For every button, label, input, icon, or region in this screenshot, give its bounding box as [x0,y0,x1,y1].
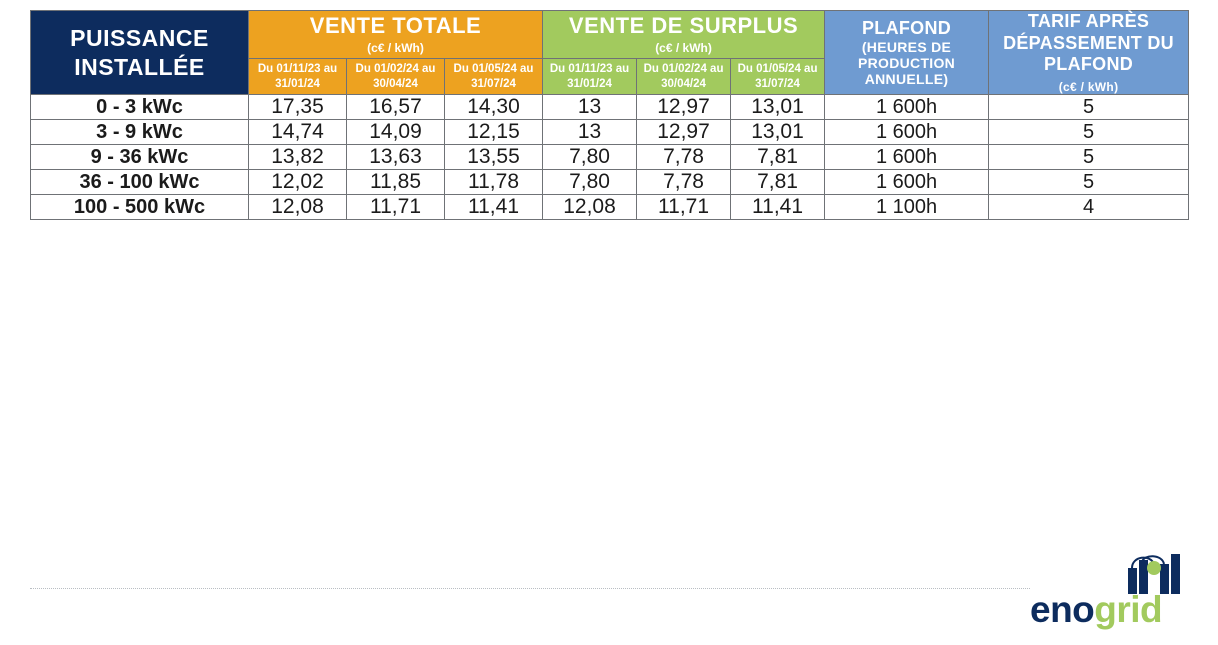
cell-totale-1-1: 14,09 [347,120,445,145]
header-period-totale-3: Du 01/05/24 au 31/07/24 [445,59,543,95]
header-plafond-sub: (HEURES DE PRODUCTION ANNUELLE) [857,39,956,88]
header-tarif-depassement-unit: (c€ / kWh) [1058,79,1119,94]
cell-surplus-1-2: 13,01 [731,120,825,145]
row-label-4: 100 - 500 kWc [31,195,249,220]
tariff-table [30,10,1189,220]
cell-surplus-3-2: 7,81 [731,170,825,195]
logo-text-eno: eno [1030,589,1095,630]
row-label-3: 36 - 100 kWc [31,170,249,195]
cell-plafond-4: 1 100h [825,195,989,220]
header-period-surplus-3: Du 01/05/24 au 31/07/24 [731,59,825,95]
cell-surplus-1-1: 12,97 [637,120,731,145]
cell-totale-2-2: 13,55 [445,145,543,170]
enogrid-logo-mark-icon [1122,552,1184,594]
header-tarif-depassement [989,11,1189,95]
cell-plafond-2: 1 600h [825,145,989,170]
footer-divider [30,588,1030,589]
table-row [31,195,1189,220]
cell-surplus-4-1: 11,71 [637,195,731,220]
cell-surplus-3-1: 7,78 [637,170,731,195]
cell-surplus-2-0: 7,80 [543,145,637,170]
enogrid-logo [1030,552,1190,628]
enogrid-wordmark [1030,591,1162,628]
table-row [31,145,1189,170]
cell-plafond-1: 1 600h [825,120,989,145]
cell-totale-3-1: 11,85 [347,170,445,195]
cell-plafond-3: 1 600h [825,170,989,195]
logo-text-grid: grid [1094,589,1163,630]
header-plafond [825,11,989,95]
cell-totale-3-0: 12,02 [249,170,347,195]
cell-tarif-0: 5 [989,95,1189,120]
header-vente-totale [249,11,543,59]
header-vente-surplus-label: VENTE DE SURPLUS [568,13,799,39]
header-vente-totale-label: VENTE TOTALE [309,13,482,39]
header-tarif-depassement-label: TARIF APRÈS DÉPASSEMENT DU PLAFOND [1003,11,1174,75]
table-row [31,170,1189,195]
cell-tarif-3: 5 [989,170,1189,195]
row-label-0: 0 - 3 kWc [31,95,249,120]
cell-totale-0-2: 14,30 [445,95,543,120]
cell-totale-0-0: 17,35 [249,95,347,120]
header-vente-totale-unit: (c€ / kWh) [367,40,424,55]
cell-tarif-4: 4 [989,195,1189,220]
cell-surplus-2-2: 7,81 [731,145,825,170]
cell-surplus-2-1: 7,78 [637,145,731,170]
table-row [31,120,1189,145]
cell-totale-3-2: 11,78 [445,170,543,195]
cell-totale-4-2: 11,41 [445,195,543,220]
header-period-totale-1: Du 01/11/23 au 31/01/24 [249,59,347,95]
table-header-row-main [31,11,1189,59]
cell-surplus-4-0: 12,08 [543,195,637,220]
cell-tarif-1: 5 [989,120,1189,145]
header-vente-surplus [543,11,825,59]
cell-totale-4-0: 12,08 [249,195,347,220]
cell-surplus-1-0: 13 [543,120,637,145]
header-period-surplus-1: Du 01/11/23 au 31/01/24 [543,59,637,95]
header-vente-surplus-unit: (c€ / kWh) [655,40,712,55]
cell-surplus-0-1: 12,97 [637,95,731,120]
row-label-2: 9 - 36 kWc [31,145,249,170]
cell-surplus-3-0: 7,80 [543,170,637,195]
header-period-surplus-2: Du 01/02/24 au 30/04/24 [637,59,731,95]
cell-totale-1-0: 14,74 [249,120,347,145]
table-row [31,95,1189,120]
cell-totale-0-1: 16,57 [347,95,445,120]
row-label-1: 3 - 9 kWc [31,120,249,145]
cell-surplus-0-0: 13 [543,95,637,120]
header-period-totale-2: Du 01/02/24 au 30/04/24 [347,59,445,95]
cell-totale-4-1: 11,71 [347,195,445,220]
header-puissance-installee: PUISSANCE INSTALLÉE [31,11,249,95]
header-plafond-label: PLAFOND [861,17,952,38]
cell-totale-2-0: 13,82 [249,145,347,170]
cell-surplus-0-2: 13,01 [731,95,825,120]
cell-plafond-0: 1 600h [825,95,989,120]
cell-surplus-4-2: 11,41 [731,195,825,220]
cell-tarif-2: 5 [989,145,1189,170]
cell-totale-1-2: 12,15 [445,120,543,145]
cell-totale-2-1: 13,63 [347,145,445,170]
